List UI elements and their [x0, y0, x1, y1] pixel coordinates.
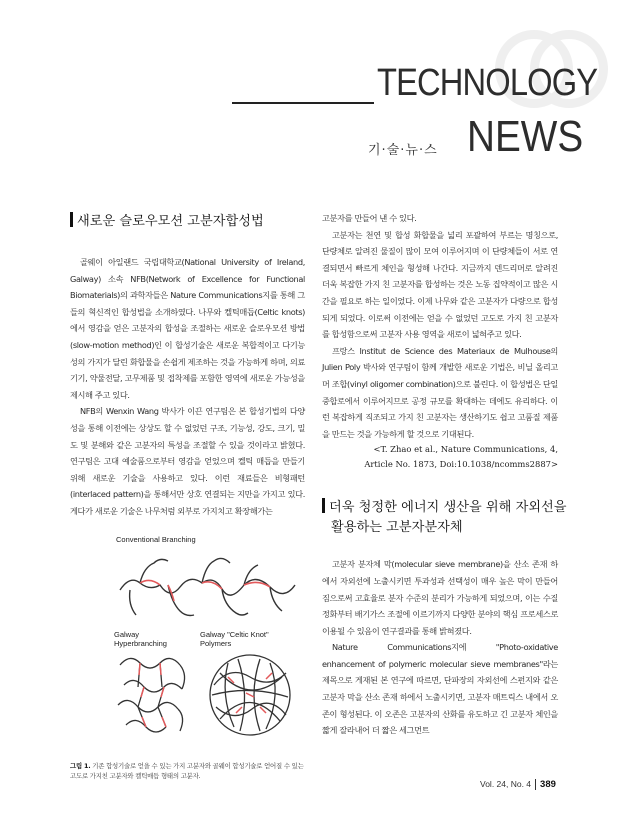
reference: <T. Zhao et al., Nature Communications, 4, Article No. 1873, Doi:10.1038/ncomms2887>: [364, 444, 558, 470]
figure-caption: [70, 761, 310, 781]
figure-label-hyperbranching: Galway Hyperbranching: [114, 630, 167, 648]
page-footer: [480, 779, 556, 790]
caption-text: 기존 합성기술로 얻을 수 있는 가지 고분자와 골웨이 합성기술로 얻어질 수 있는 고도로 가지친 고분자와 켈틱매듭 형태의 고분자.: [70, 762, 304, 780]
volume-info: Vol. 24, No. 4: [480, 779, 532, 789]
header-technology: TECHNOLOGY: [377, 62, 598, 104]
section-title-1: 새로운 슬로우모션 고분자합성법: [70, 212, 305, 232]
paragraph: 골웨이 아일랜드 국립대학교(National University of Ireland, Galway) 소속 NFB(Network of Excellence for Functional Biomaterials)의 과학자들은 Nature Communications지를 통해 그들의 혁신적인 합성법을 소개하였다. 나무와 켈틱매듭(Celtic knots)에서 영감을 얻은 고분자의 합성을 조절하는 새로운 슬로우모션 방법(slow-motion method)인 이 합성기술은 새로운 복합적이고 다기능성의 가지가 달린 화합물을 손쉽게 제조하는 것을 가능하게 하며, 의료기기, 약물전달, 고무제품 및 접착제를 포함한 영역에 새로운 가능성을 제시해 주고 있다.: [70, 257, 305, 400]
paragraph: 고분자 분자체 막(molecular sieve membrane)을 산소 존재 하에서 자외선에 노출시키면 투과성과 선택성이 매우 높은 막이 만들어짐으로써 고효율로 분자 수준의 분리가 가능하게 되었으며, 이는 수질정화부터 배기가스 조절에 이르기까지 다양한 분야의 핵심 프로세스로 이용될 수 있음이 연구결과를 통해 밝혀졌다.: [322, 559, 558, 636]
right-column: [322, 210, 567, 739]
title-bar: [70, 212, 73, 227]
figure-label-conventional: Conventional Branching: [116, 535, 196, 544]
header-rule: [232, 102, 374, 104]
section-title-2: 더욱 청정한 에너지 생산을 위해 자외선을: [322, 498, 558, 518]
header-korean-subtitle: 기·술·뉴·스: [368, 143, 438, 158]
hyperbranching-graphic: [118, 658, 185, 732]
paragraph: 고분자는 천연 및 합성 화합물을 넓리 포괄하여 부르는 명칭으로, 단량체로 알려진 물질이 많이 모여 이루어지며 이 단량체들이 서로 연결되면서 빠르게 체인을 형성해 나간다. 지금까지 덴드리머로 알려진 더욱 복잡한 가지 친 고분자를 합성하는 것은 노동 집약적이고 많은 시간을 필요로 하는 일이었다. 이제 나무와 같은 고분자가 다량으로 합성되게 되었다. 이로써 이전에는 얻을 수 없었던 고도로 가지 친 고분자를 합성함으로써 고분자 사용 영역을 새로이 넓혀주고 있다.: [322, 229, 558, 340]
page-number: 389: [535, 779, 556, 790]
polymer-figure: [110, 545, 300, 750]
section-title-2-line2: 활용하는 고분자분자체: [331, 520, 463, 536]
figure-label-celtic: Galway "Celtic Knot" Polymers: [200, 630, 269, 648]
header-news: NEWS: [467, 112, 584, 161]
paragraph: NFB의 Wenxin Wang 박사가 이끈 연구팀은 본 합성기법의 다양성을 통해 이전에는 상상도 할 수 없었던 구조, 기능성, 강도, 크기, 밀도 및 분해와 같은 고분자의 특성을 조절할 수 있을 것이라고 밝혔다. 연구팀은 고대 예술품으로부터 영감을 얻었으며 켈틱 매듭을 만들기 위해 새로운 기술을 사용하고 있다. 이런 재료들은 비형패턴(interlaced pattern)을 통해서만 상호 연결되는 지만을 가지고 있다. 게다가 새로운 기술은 나무처럼 외부로 가지치고 확장해가는: [70, 406, 305, 516]
caption-label: 그림 1.: [70, 762, 91, 770]
paragraph: 프랑스 Institut de Science des Materiaux de Mulhouse의 Julien Poly 박사와 연구팀이 함께 개발한 새로운 기법은, 비닐 올리고머 조합(vinyl oligomer combination)으로 불린다. 이 합성법은 단일 중합로에서 이루어지므로 공정 규모를 확대하는 데에도 유리하다. 이런 복잡하게 직조되고 가지 친 고분자는 생산하기도 쉽고 고품질 제품을 만드는 것을 가능하게 할 것으로 기대된다.: [322, 345, 558, 439]
left-column: [70, 212, 305, 520]
conventional-highlight: [140, 580, 270, 601]
paragraph: 고분자를 만들어 낸 수 있다.: [322, 213, 417, 223]
paragraph: Nature Communications지에 "Photo-oxidative enhancement of polymeric molecular sieve membranes"라는 제목으로 게재된 본 연구에 따르면, 단파장의 자외선에 스펀지와 같은 고분자 막을 산소 존재 하에서 노출시키면, 고분자 매트릭스 내에서 오존이 형성된다. 이 오존은 고분자의 산화를 유도하고 긴 고분자 체인을 짧게 잘라내어 더 짧은 세그먼트: [322, 642, 558, 736]
hyperbranching-highlight: [139, 663, 166, 727]
title-bar: [322, 498, 325, 513]
